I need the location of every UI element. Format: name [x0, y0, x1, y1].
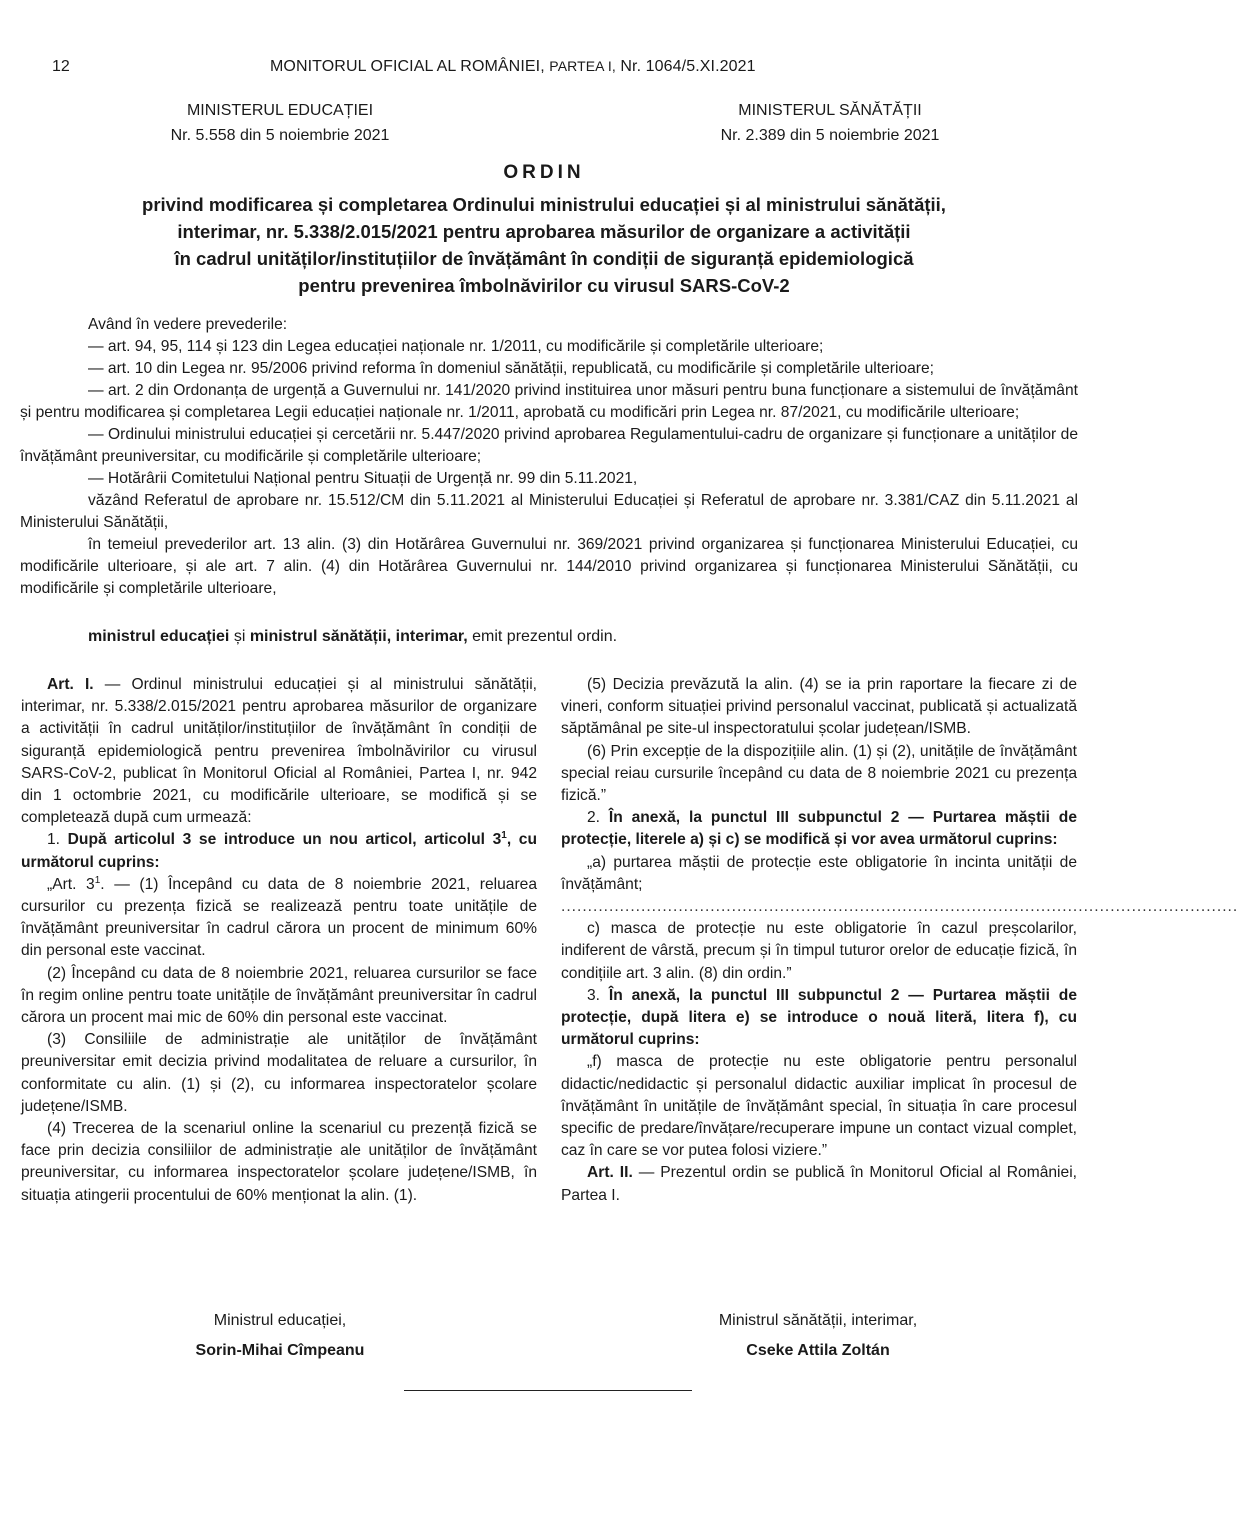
superscript: 1 — [94, 874, 101, 886]
page-number: 12 — [52, 58, 70, 75]
signatory-name: Cseke Attila Zoltán — [746, 1342, 890, 1359]
publication-title — [270, 58, 756, 76]
article-3-1-para-6: (6) Prin excepție de la dispozițiile alin. (1) și (2), unitățile de învățământ special reiau cursurile începând cu data de 8 noiembrie 2021 cu prezența fizică.” — [561, 742, 1077, 805]
point-text-b: , cu următorul cuprins: — [21, 831, 537, 871]
article-text-b: . — (1) Începând cu data de 8 noiembrie 2021, reluarea cursurilor cu prezența fizică se realizează pentru toate unitățile de învățământ preuniversitar în cadrul cărora un procent de minimum 60% din personal este vaccinat. — [21, 875, 537, 960]
emit-minister-education: ministrul educației — [88, 628, 230, 645]
signatory-name: Sorin-Mihai Cîmpeanu — [195, 1342, 365, 1359]
order-title: ORDIN — [503, 162, 585, 183]
point-number: 1. — [47, 831, 68, 849]
emit-statement — [88, 628, 617, 646]
emit-minister-health: ministrul sănătății, interimar, — [249, 628, 468, 645]
left-column — [21, 674, 537, 1207]
superscript: 1 — [501, 830, 507, 842]
point-number: 2. — [587, 809, 609, 827]
article-3-1-para-2: (2) Începând cu data de 8 noiembrie 2021, reluarea cursurilor se face în regim online pentru toate unitățile de învățământ preuniversitar în cadrul cărora un procent mai mic de 60% din personal este vaccinat. — [21, 964, 537, 1027]
point-text-a: După articolul 3 se introduce un nou articol, articolul 3 — [67, 831, 502, 849]
signatory-title: Ministrul sănătății, interimar, — [718, 1312, 918, 1329]
signatory-title: Ministrul educației, — [213, 1312, 347, 1329]
issuer-health — [680, 98, 980, 148]
preamble-paragraph: în temeiul prevederilor art. 13 alin. (3) din Hotărârea Guvernului nr. 369/2021 privind organizarea și funcționarea Ministerului Educației, cu modificările ulterioare, și ale art. 7 alin. (4) din Hotărârea Guvernului nr. 144/2010 privind organizarea și funcționarea Ministerului Sănătății, cu modificările și completările ulterioare, — [20, 536, 1078, 597]
preamble — [20, 314, 1078, 600]
point-3 — [561, 985, 1077, 1052]
signature-health — [668, 1306, 968, 1366]
emit-and: și — [229, 628, 250, 645]
article-2 — [561, 1162, 1077, 1206]
issuer-number: Nr. 2.389 din 5 noiembrie 2021 — [720, 127, 940, 144]
publication-part: PARTEA I, — [549, 58, 616, 74]
point-2 — [561, 807, 1077, 851]
preamble-paragraph: — art. 10 din Legea nr. 95/2006 privind reforma în domeniul sănătății, republicată, cu modificările și completările ulterioare; — [88, 360, 934, 377]
publication-name: MONITORUL OFICIAL AL ROMÂNIEI, — [270, 58, 545, 75]
article-1 — [21, 674, 537, 829]
article-label: Art. II. — [587, 1164, 633, 1182]
letter-f: „f) masca de protecție nu este obligatorie pentru personalul didactic/nedidactic și personalul didactic auxiliar implicat în procesul de învățământ în unitățile de învățământ special, în situația în care procesul specific de predare/învățare/recuperare impune un contact vizual complet, caz în care se vor putea folosi viziere.” — [561, 1053, 1077, 1160]
order-subtitle — [30, 191, 1058, 299]
preamble-paragraph: văzând Referatul de aprobare nr. 15.512/CM din 5.11.2021 al Ministerului Educației și Referatul de aprobare nr. 3.381/CAZ din 5.11.2021 al Ministerului Sănătății, — [20, 492, 1078, 531]
emit-rest: emit prezentul ordin. — [467, 628, 618, 645]
point-number: 3. — [587, 986, 609, 1004]
point-text — [21, 831, 537, 870]
preamble-intro: Având în vedere prevederile: — [88, 316, 288, 333]
issuer-ministry: MINISTERUL SĂNĂTĂȚII — [738, 102, 922, 119]
article-3-1-para-5: (5) Decizia prevăzută la alin. (4) se ia prin raportare la fiecare zi de vineri, conform situației privind personalul vaccinat, publicată și actualizată săptămânal pe site-ul inspectoratului școlar județean/ISMB. — [561, 676, 1077, 738]
issuer-education — [130, 98, 430, 148]
right-column — [561, 674, 1238, 1207]
issuer-ministry: MINISTERUL EDUCAȚIEI — [186, 102, 374, 119]
end-divider — [404, 1390, 692, 1391]
point-1 — [21, 829, 537, 873]
issuer-number: Nr. 5.558 din 5 noiembrie 2021 — [170, 127, 390, 144]
point-text: În anexă, la punctul III subpunctul 2 — Purtarea măștii de protecție, literele a) și c) se modifică și vor avea următorul cuprins: — [561, 809, 1078, 849]
letter-c: c) masca de protecție nu este obligatorie în cazul preșcolarilor, indiferent de vârstă, precum și în timpul tuturor orelor de educație fizică, în condițiile art. 3 alin. (8) din ordin.” — [561, 920, 1077, 982]
article-text: — Prezentul ordin se publică în Monitorul Oficial al României, Partea I. — [561, 1164, 1077, 1204]
signature-education — [130, 1306, 430, 1366]
preamble-paragraph: — art. 2 din Ordonanța de urgență a Guvernului nr. 141/2020 privind instituirea unor măsuri pentru buna funcționare a sistemului de învățământ și pentru modificarea și completarea Legii educației naționale nr. 1/2011, aprobată cu modificări prin Legea nr. 87/2021, cu modificările ulterioare; — [20, 382, 1078, 421]
article-3-1-para-3: (3) Consiliile de administrație ale unităților de învățământ preuniversitar emit decizia privind modalitatea de reluare a cursurilor, în conformitate cu alin. (1) și (2), cu informarea inspectoratelor școlare județene/ISMB. — [21, 1031, 537, 1115]
article-3-1-para-1 — [21, 874, 537, 963]
subtitle-line: în cadrul unităților/instituțiilor de învățământ în condiții de siguranță epidemiologică — [174, 248, 914, 269]
preamble-paragraph: — art. 94, 95, 114 și 123 din Legea educației naționale nr. 1/2011, cu modificările și completările ulterioare; — [88, 338, 824, 355]
article-label: Art. I. — [47, 676, 94, 693]
article-3-1-para-4: (4) Trecerea de la scenariul online la scenariul cu prezență fizică se face prin decizia consiliilor de administrație ale unităților de învățământ preuniversitar, cu informarea inspectoratelor școlare județene/ISMB, în situația atingerii procentului de 60% menționat la alin. (1). — [21, 1120, 537, 1204]
publication-issue: Nr. 1064/5.XI.2021 — [620, 58, 756, 75]
article-text-a: „Art. 3 — [47, 875, 95, 893]
preamble-paragraph: — Ordinului ministrului educației și cercetării nr. 5.447/2020 privind aprobarea Regulamentului-cadru de organizare și funcționare a unităților de învățământ preuniversitar, cu modificările și completările ulterioare; — [20, 426, 1078, 465]
ellipsis-line: ............................................................................................................................... — [561, 898, 1238, 916]
page-header — [52, 58, 1058, 84]
subtitle-line: interimar, nr. 5.338/2.015/2021 pentru aprobarea măsurilor de organizare a activității — [177, 221, 911, 242]
point-text: În anexă, la punctul III subpunctul 2 — Purtarea măștii de protecție, după litera e) se introduce o nouă literă, litera f), cu următorul cuprins: — [561, 986, 1078, 1049]
letter-a: „a) purtarea măștii de protecție este obligatorie în incinta unității de învățământ; — [561, 853, 1077, 893]
article-text: — Ordinul ministrului educației și al ministrului sănătății, interimar, nr. 5.338/2.015/2021 pentru aprobarea măsurilor de organizare a activității în cadrul unităților/instituțiilor de învățământ în condiții de siguranță epidemiologică pentru prevenirea îmbolnăvirilor cu virusul SARS-CoV-2, publicat în Monitorul Oficial al României, Partea I, nr. 942 din 1 octombrie 2021, cu modificările ulterioare, se modifică și se completează după cum urmează: — [21, 676, 537, 827]
subtitle-line: privind modificarea și completarea Ordinului ministrului educației și al ministrului sănătății, — [142, 194, 946, 215]
subtitle-line: pentru prevenirea îmbolnăvirilor cu virusul SARS-CoV-2 — [298, 275, 790, 296]
preamble-paragraph: — Hotărârii Comitetului Național pentru Situații de Urgență nr. 99 din 5.11.2021, — [88, 470, 638, 487]
